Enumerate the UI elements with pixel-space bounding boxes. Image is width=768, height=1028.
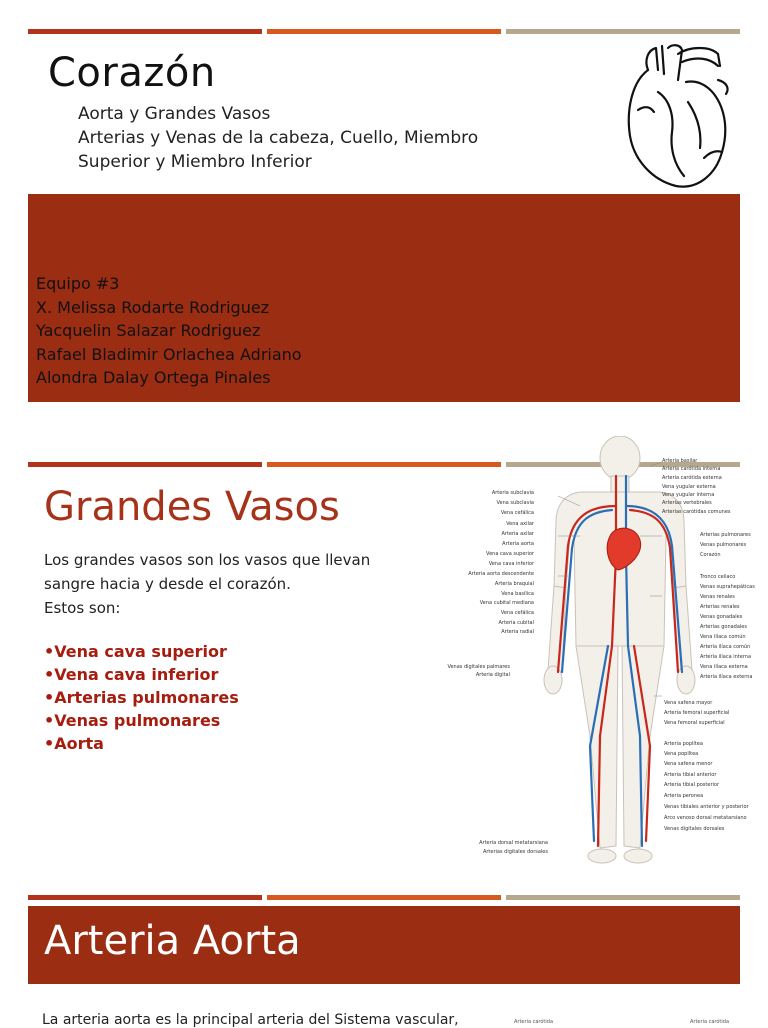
- figure-label: Vena basílica: [501, 591, 534, 597]
- figure-label: Arco venoso dorsal metatarsiano: [664, 815, 747, 821]
- figure-label: Venas suprahepáticas: [700, 584, 755, 590]
- figure-label: Arteria aorta: [502, 541, 534, 547]
- figure-label: Vena femoral superficial: [664, 720, 725, 726]
- figure-label: Vena ilíaca común: [700, 634, 746, 640]
- figure-label: Vena yugular interna: [662, 492, 715, 498]
- slide1-subtitle: [78, 102, 558, 174]
- figure-label: Arteria femoral superficial: [664, 710, 730, 716]
- human-body-illustration: [440, 436, 760, 866]
- figure-label: Arterias digitales dorsales: [482, 849, 548, 855]
- vessel-item: •Vena cava inferior: [44, 665, 219, 684]
- figure-label: Vena subclavia: [496, 500, 534, 506]
- figure-label: Arteria dorsal metatarsiana: [479, 840, 548, 846]
- figure-label: Arterias carótidas comunes: [662, 509, 731, 515]
- team-member: X. Melissa Rodarte Rodriguez: [36, 297, 270, 317]
- figure-label: Arterias vertebrales: [662, 500, 712, 506]
- figure-label: Arteria tibial posterior: [664, 782, 719, 788]
- figure-label: Arteria ilíaca interna: [700, 654, 752, 660]
- figure-label: Vena cava inferior: [488, 561, 534, 567]
- figure-label: Venas digitales dorsales: [664, 826, 725, 832]
- slide3-figure-label: Arteria carótida: [690, 1019, 730, 1025]
- figure-label: Tronco celiaco: [700, 574, 736, 580]
- figure-label: Arteria tibial anterior: [664, 772, 717, 778]
- figure-label: Arteria aorta descendente: [468, 571, 534, 577]
- figure-label: Arterias renales: [700, 604, 740, 610]
- figure-label: Arteria cubital: [498, 620, 534, 626]
- accent-bar-tan: [506, 895, 740, 900]
- vessel-item: •Vena cava superior: [44, 642, 227, 661]
- figure-label: Arteria ilíaca externa: [700, 674, 753, 680]
- team-list: [36, 272, 302, 390]
- team-member: Yacquelin Salazar Rodriguez: [36, 321, 261, 340]
- figure-label: Vena poplítea: [664, 751, 699, 757]
- figure-label: Venas tibiales anterior y posterior: [664, 804, 749, 810]
- figure-label: Arteria digital: [475, 672, 510, 678]
- figure-label: Vena cubital mediana: [479, 600, 534, 606]
- figure-label: Arterias gonadales: [700, 624, 747, 630]
- subtitle-line: Superior y Miembro Inferior: [78, 152, 312, 172]
- slide3-title: Arteria Aorta: [44, 918, 301, 964]
- slide1-title: Corazón: [48, 50, 216, 96]
- slide3-accent-bars: [28, 895, 740, 900]
- figure-label: Arteria carótida interna: [662, 466, 721, 472]
- intro-line: Los grandes vasos son los vasos que llevan: [44, 551, 371, 569]
- subtitle-line: Aorta y Grandes Vasos: [78, 104, 271, 124]
- subtitle-line: Arterias y Venas de la cabeza, Cuello, Miembro: [78, 128, 479, 148]
- figure-label: Arteria axilar: [501, 531, 534, 537]
- figure-label: Vena cava superior: [486, 551, 534, 557]
- figure-label: Arteria basilar: [662, 458, 698, 464]
- figure-label: Arteria peronea: [664, 793, 704, 799]
- intro-line: sangre hacia y desde el corazón.: [44, 575, 291, 593]
- accent-bar-orange: [267, 29, 501, 34]
- slide3-body-text: La arteria aorta es la principal arteria del Sistema vascular,: [42, 1012, 459, 1028]
- accent-bar-red: [28, 895, 262, 900]
- figure-label: Arteria radial: [501, 629, 534, 635]
- figure-label: Venas gonadales: [700, 614, 743, 620]
- figure-label: Vena safena menor: [664, 761, 713, 767]
- figure-label: Arterias pulmonares: [700, 532, 751, 538]
- figure-label: Venas digitales palmares: [447, 664, 510, 670]
- accent-bar-red: [28, 462, 262, 467]
- figure-label: Vena cefálica: [500, 510, 534, 516]
- vessel-item: •Aorta: [44, 734, 104, 753]
- figure-label: Arteria carótida externa: [662, 475, 722, 481]
- accent-bar-orange: [267, 895, 501, 900]
- figure-label: Venas renales: [700, 594, 735, 600]
- figure-label: Arteria poplítea: [664, 741, 703, 747]
- slide1-accent-bars: [28, 29, 740, 34]
- figure-label: Arteria braquial: [494, 581, 534, 587]
- figure-label: Vena safena mayor: [664, 700, 713, 706]
- figure-label: Vena yugular externa: [662, 484, 716, 490]
- heart-outline-icon: [618, 40, 736, 190]
- intro-text: [44, 548, 394, 620]
- figure-label: Corazón: [700, 552, 721, 558]
- figure-label: Vena ilíaca externa: [700, 664, 748, 670]
- team-heading: Equipo #3: [36, 274, 120, 293]
- figure-label: Vena axilar: [506, 521, 534, 527]
- figure-label: Arteria ilíaca común: [700, 644, 751, 650]
- figure-label: Venas pulmonares: [700, 542, 747, 548]
- slide3-figure-label: Arteria carótida: [514, 1019, 554, 1025]
- circulatory-system-figure: [440, 436, 760, 866]
- accent-bar-red: [28, 29, 262, 34]
- team-member: Rafael Bladimir Orlachea Adriano: [36, 344, 302, 364]
- figure-label: Vena cefálica: [500, 610, 534, 616]
- intro-line: Estos son:: [44, 599, 121, 617]
- vessel-list: [44, 640, 239, 755]
- accent-bar-tan: [506, 29, 740, 34]
- slide2-title: Grandes Vasos: [44, 484, 340, 530]
- vessel-item: •Arterias pulmonares: [44, 688, 239, 707]
- figure-label: Arteria subclavia: [491, 490, 534, 496]
- team-member: Alondra Dalay Ortega Pinales: [36, 368, 271, 387]
- vessel-item: •Venas pulmonares: [44, 711, 221, 730]
